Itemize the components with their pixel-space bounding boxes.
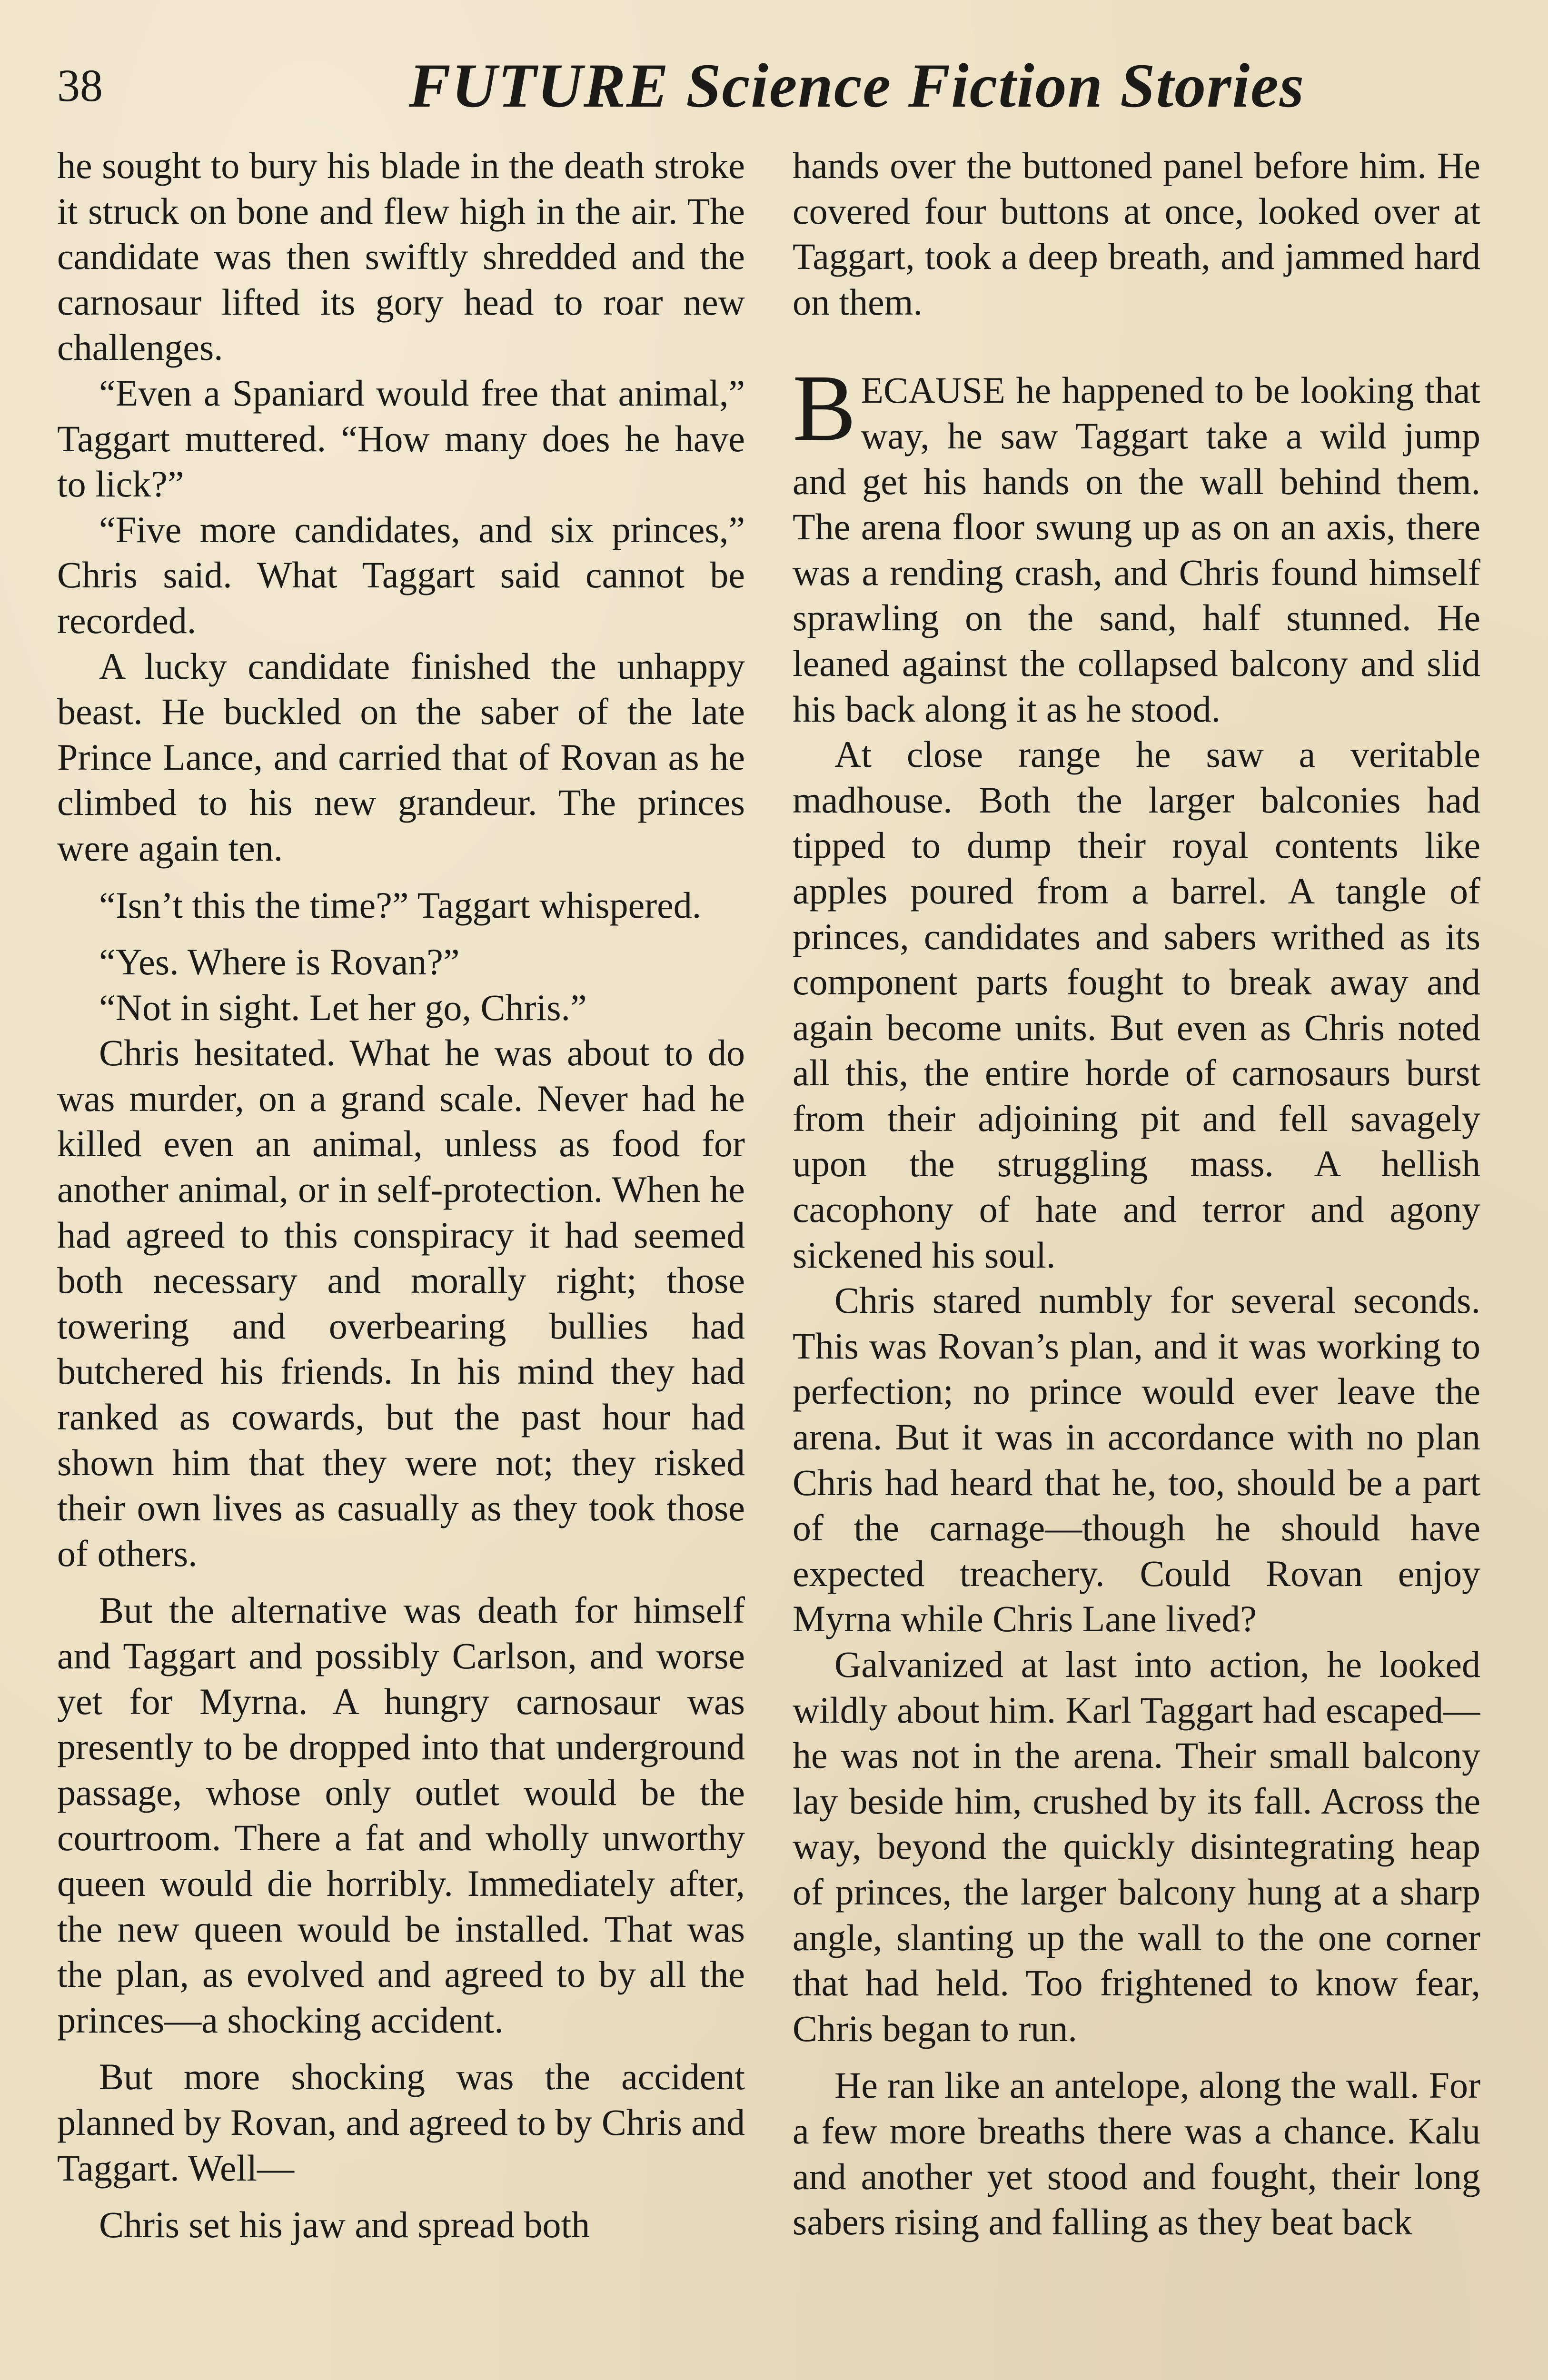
paragraph: Chris stared numbly for several seconds. This was Rovan’s plan, and it was working to perfection; no prince would ever leave the arena. But it was in accordance with no plan Chris had heard that he, too, should be a part of the carnage—though he should have expected treachery. Could Rovan enjoy Myrna while Chris Lane lived? bbox=[793, 1279, 1480, 1640]
paragraph: he sought to bury his blade in the death stroke it struck on bone and flew high in the air. The candidate was then swiftly shredded and the carnosaur lifted its gory head to roar new challenges. bbox=[57, 145, 745, 368]
paragraph: “Even a Spaniard would free that animal,” Taggart muttered. “How many does he have to lick?” bbox=[57, 372, 745, 505]
paragraph: Chris hesitated. What he was about to do was murder, on a grand scale. Never had he killed even an animal, unless as food for another animal, or in self-protection. When he had agreed to this conspiracy it had seemed both necessary and morally right; those towering and overbearing bullies had butchered his friends. In his mind they had ranked as cowards, but the past hour had shown him that they were not; they risked their own lives as casually as they took those of others. bbox=[57, 1032, 745, 1574]
paragraph: A lucky candidate finished the unhappy beast. He buckled on the saber of the late Prince Lance, and carried that of Rovan as he climbed to his new grandeur. The princes were again ten. bbox=[57, 645, 745, 869]
paragraph: Galvanized at last into action, he looked wildly about him. Karl Taggart had escaped—he was not in the arena. Their small balcony lay beside him, crushed by its fall. Across the way, beyond the quickly disintegrating heap of princes, the larger balcony hung at a sharp angle, slanting up the wall to the one corner that had held. Too frightened to know fear, Chris began to run. bbox=[793, 1644, 1480, 2049]
paragraph: “Isn’t this the time?” Taggart whispered. bbox=[99, 884, 702, 926]
paragraph: But the alternative was death for himself and Taggart and possibly Carlson, and worse yet for Myrna. A hungry carnosaur was presently to be dropped into that underground passage, whose only outlet would be the courtroom. There a fat and wholly unworthy queen would die horribly. Immediately after, the new queen would be installed. That was the plan, as evolved and agreed to by all the princes—a shocking accident. bbox=[57, 1589, 745, 2041]
page-header bbox=[57, 38, 1504, 133]
dropcap-paragraph bbox=[793, 356, 1480, 732]
running-title: FUTURE Science Fiction Stories bbox=[408, 50, 1305, 120]
paragraph-text: he happened to be looking that way, he saw Taggart take a wild jump and get his hands on the wall behind them. The arena floor swung up as on an axis, there was a rending crash, and Chris found himself sprawling on the sand, half stunned. He leaned against the collapsed balcony and slid his back along it as he stood. bbox=[793, 369, 1480, 730]
left-column bbox=[57, 143, 745, 2380]
paragraph: He ran like an antelope, along the wall. For a few more breaths there was a chance. Kalu and another yet stood and fought, their long sabers rising and falling as they beat back bbox=[793, 2064, 1480, 2243]
paragraph: “Not in sight. Let her go, Chris.” bbox=[99, 986, 587, 1028]
paragraph: “Yes. Where is Rovan?” bbox=[99, 941, 460, 983]
drop-cap: B bbox=[793, 356, 856, 461]
paragraph: Chris set his jaw and spread both bbox=[99, 2204, 590, 2246]
paragraph: hands over the buttoned panel before him. He covered four buttons at once, looked over at Taggart, took a deep breath, and jammed hard on them. bbox=[793, 145, 1480, 323]
right-column bbox=[793, 143, 1480, 2380]
paragraph: But more shocking was the accident planned by Rovan, and agreed to by Chris and Taggart. Well— bbox=[57, 2056, 745, 2189]
dropcap-rest: ECAUSE bbox=[861, 369, 1005, 411]
paragraph: “Five more candidates, and six princes,” Chris said. What Taggart said cannot be recorded. bbox=[57, 508, 745, 641]
page-number: 38 bbox=[57, 60, 103, 111]
paragraph: At close range he saw a veritable madhouse. Both the larger balconies had tipped to dump their royal contents like apples poured from a barrel. A tangle of princes, candidates and sabers writhed as its component parts fought to break away and again become units. But even as Chris noted all this, the entire horde of carnosaurs burst from their adjoining pit and fell savagely upon the struggling mass. A hellish cacophony of hate and terror and agony sickened his soul. bbox=[793, 734, 1480, 1276]
